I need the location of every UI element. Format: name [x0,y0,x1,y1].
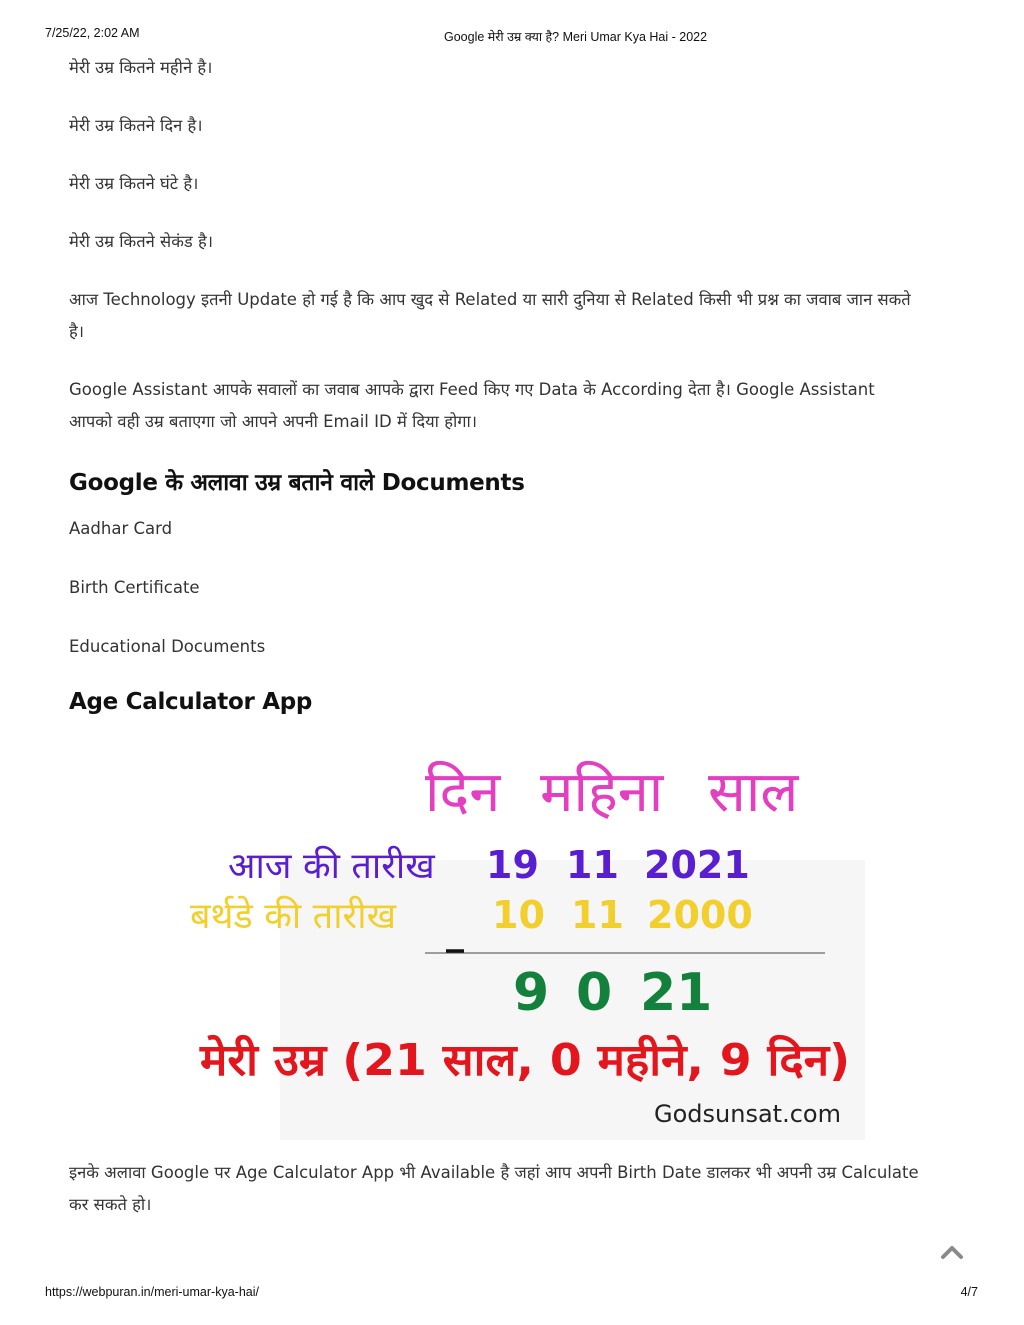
birth-label: बर्थडे की तारीख [190,896,397,937]
print-page-number: 4/7 [960,1285,978,1299]
chevron-up-icon [938,1240,966,1264]
paragraph-days: मेरी उम्र कितने दिन है। [69,116,203,135]
result-days: 9 [513,963,550,1023]
birth-year: 2000 [647,893,753,937]
paragraph-hours: मेरी उम्र कितने घंटे है। [69,174,199,193]
list-item-birth-certificate: Birth Certificate [69,578,200,597]
closing-line1: इनके अलावा Google पर Age Calculator App भी Available है जहां आप अपनी Birth Date डालकर भी अपनी उम्र Calculate [69,1163,919,1182]
list-item-aadhar: Aadhar Card [69,519,173,538]
result-years: 21 [640,963,713,1023]
age-calculation-image [120,700,865,1140]
heading-age-calculator-app: Age Calculator App [69,689,313,715]
today-label: आज की तारीख [228,846,435,887]
paragraph-months: मेरी उम्र कितने महीने है। [69,58,213,77]
paragraph-technology-line1: आज Technology इतनी Update हो गई है कि आप खुद से Related या सारी दुनिया से Related किसी भी प्रश्न का जवाब जान सकते [69,290,911,309]
birth-day: 10 [492,893,545,937]
print-page-title: Google मेरी उम्र क्या है? Meri Umar Kya Hai - 2022 [444,30,708,44]
final-age-text: मेरी उम्र (21 साल, 0 महीने, 9 दिन) [200,1035,826,1086]
print-datetime: 7/25/22, 2:02 AM [45,26,140,40]
scroll-to-top-button[interactable] [938,1240,966,1264]
heading-documents: Google के अलावा उम्र बताने वाले Documents [69,470,525,496]
paragraph-assistant-line2: आपको वही उम्र बताएगा जो आपने अपनी Email ID में दिया होगा। [69,412,478,431]
paragraph-seconds: मेरी उम्र कितने सेकंड है। [69,232,213,251]
watermark-godsunsat: Godsunsat.com [654,1100,841,1128]
header-year: साल [708,760,799,825]
print-url: https://webpuran.in/meri-umar-kya-hai/ [45,1285,259,1299]
paragraph-technology-line2: है। [69,322,85,341]
header-day: दिन [425,760,501,825]
today-month: 11 [566,843,619,887]
closing-paragraph [69,1157,959,1221]
closing-line2: कर सकते हो। [69,1195,152,1214]
result-months: 0 [576,963,613,1023]
today-day: 19 [486,843,539,887]
paragraph-assistant-line1: Google Assistant आपके सवालों का जवाब आपके द्वारा Feed किए गए Data के According देता है। Google Assistant [69,380,875,399]
minus-sign: _ [446,912,464,953]
birth-month: 11 [571,893,624,937]
list-item-educational-documents: Educational Documents [69,637,266,656]
header-month: महिना [540,760,664,825]
today-year: 2021 [644,843,750,887]
